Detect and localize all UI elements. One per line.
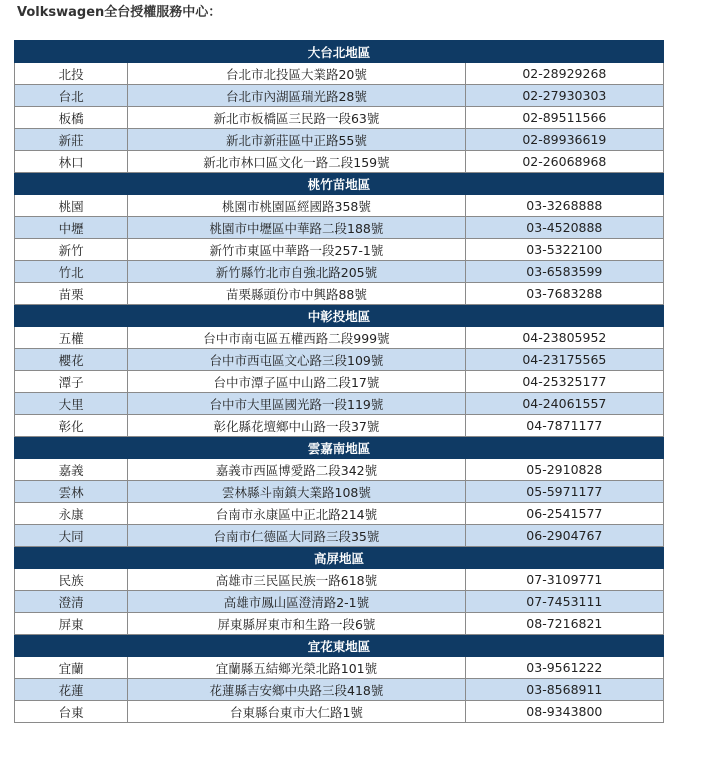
table-row — [15, 503, 664, 525]
phone-cell: 02-27930303 — [465, 85, 663, 107]
city-cell: 桃園 — [15, 195, 128, 217]
phone-cell: 04-24061557 — [465, 393, 663, 415]
address-cell: 苗栗縣頭份市中興路88號 — [128, 283, 466, 305]
city-cell: 澄清 — [15, 591, 128, 613]
phone-cell: 03-5322100 — [465, 239, 663, 261]
address-cell: 桃園市桃園區經國路358號 — [128, 195, 466, 217]
city-cell: 竹北 — [15, 261, 128, 283]
table-row — [15, 85, 664, 107]
city-cell: 大同 — [15, 525, 128, 547]
phone-cell: 04-7871177 — [465, 415, 663, 437]
address-cell: 台中市潭子區中山路二段17號 — [128, 371, 466, 393]
address-cell: 台中市大里區國光路一段119號 — [128, 393, 466, 415]
table-row — [15, 261, 664, 283]
phone-cell: 06-2904767 — [465, 525, 663, 547]
phone-cell: 03-6583599 — [465, 261, 663, 283]
address-cell: 新北市板橋區三民路一段63號 — [128, 107, 466, 129]
phone-cell: 03-7683288 — [465, 283, 663, 305]
city-cell: 櫻花 — [15, 349, 128, 371]
table-row — [15, 415, 664, 437]
city-cell: 新竹 — [15, 239, 128, 261]
table-row — [15, 327, 664, 349]
address-cell: 高雄市三民區民族一路618號 — [128, 569, 466, 591]
region-header: 大台北地區 — [15, 41, 664, 63]
address-cell: 台北市內湖區瑞光路28號 — [128, 85, 466, 107]
table-row — [15, 63, 664, 85]
city-cell: 北投 — [15, 63, 128, 85]
address-cell: 宜蘭縣五結鄉光榮北路101號 — [128, 657, 466, 679]
table-row — [15, 657, 664, 679]
table-row — [15, 679, 664, 701]
city-cell: 大里 — [15, 393, 128, 415]
city-cell: 宜蘭 — [15, 657, 128, 679]
phone-cell: 04-25325177 — [465, 371, 663, 393]
address-cell: 彰化縣花壇鄉中山路一段37號 — [128, 415, 466, 437]
table-row — [15, 701, 664, 723]
phone-cell: 02-89936619 — [465, 129, 663, 151]
phone-cell: 08-7216821 — [465, 613, 663, 635]
table-row — [15, 371, 664, 393]
phone-cell: 03-8568911 — [465, 679, 663, 701]
address-cell: 花蓮縣吉安鄉中央路三段418號 — [128, 679, 466, 701]
city-cell: 嘉義 — [15, 459, 128, 481]
address-cell: 嘉義市西區博愛路二段342號 — [128, 459, 466, 481]
city-cell: 林口 — [15, 151, 128, 173]
table-row — [15, 591, 664, 613]
phone-cell: 04-23175565 — [465, 349, 663, 371]
address-cell: 高雄市鳳山區澄清路2-1號 — [128, 591, 466, 613]
city-cell: 板橋 — [15, 107, 128, 129]
address-cell: 新北市林口區文化一路二段159號 — [128, 151, 466, 173]
region-header: 中彰投地區 — [15, 305, 664, 327]
phone-cell: 05-2910828 — [465, 459, 663, 481]
city-cell: 花蓮 — [15, 679, 128, 701]
table-row — [15, 217, 664, 239]
region-header-row — [15, 173, 664, 195]
table-row — [15, 613, 664, 635]
phone-cell: 03-9561222 — [465, 657, 663, 679]
phone-cell: 07-3109771 — [465, 569, 663, 591]
city-cell: 屏東 — [15, 613, 128, 635]
address-cell: 桃園市中壢區中華路二段188號 — [128, 217, 466, 239]
city-cell: 潭子 — [15, 371, 128, 393]
address-cell: 台南市仁德區大同路三段35號 — [128, 525, 466, 547]
service-center-table — [14, 40, 664, 723]
table-row — [15, 525, 664, 547]
region-header: 高屏地區 — [15, 547, 664, 569]
phone-cell: 02-89511566 — [465, 107, 663, 129]
phone-cell: 04-23805952 — [465, 327, 663, 349]
region-header-row — [15, 41, 664, 63]
region-header-row — [15, 547, 664, 569]
table-row — [15, 481, 664, 503]
table-row — [15, 459, 664, 481]
table-row — [15, 393, 664, 415]
city-cell: 新莊 — [15, 129, 128, 151]
city-cell: 民族 — [15, 569, 128, 591]
region-header: 雲嘉南地區 — [15, 437, 664, 459]
address-cell: 新竹縣竹北市自強北路205號 — [128, 261, 466, 283]
table-row — [15, 349, 664, 371]
address-cell: 新竹市東區中華路一段257-1號 — [128, 239, 466, 261]
address-cell: 屏東縣屏東市和生路一段6號 — [128, 613, 466, 635]
phone-cell: 06-2541577 — [465, 503, 663, 525]
phone-cell: 03-4520888 — [465, 217, 663, 239]
city-cell: 中壢 — [15, 217, 128, 239]
region-header: 桃竹苗地區 — [15, 173, 664, 195]
address-cell: 台東縣台東市大仁路1號 — [128, 701, 466, 723]
city-cell: 台東 — [15, 701, 128, 723]
phone-cell: 03-3268888 — [465, 195, 663, 217]
address-cell: 台中市西屯區文心路三段109號 — [128, 349, 466, 371]
region-header-row — [15, 635, 664, 657]
phone-cell: 05-5971177 — [465, 481, 663, 503]
phone-cell: 08-9343800 — [465, 701, 663, 723]
page-title: Volkswagen全台授權服務中心： — [17, 5, 222, 20]
city-cell: 彰化 — [15, 415, 128, 437]
table-row — [15, 239, 664, 261]
table-row — [15, 151, 664, 173]
address-cell: 雲林縣斗南鎮大業路108號 — [128, 481, 466, 503]
table-row — [15, 569, 664, 591]
address-cell: 台北市北投區大業路20號 — [128, 63, 466, 85]
city-cell: 苗栗 — [15, 283, 128, 305]
address-cell: 台中市南屯區五權西路二段999號 — [128, 327, 466, 349]
city-cell: 五權 — [15, 327, 128, 349]
table-row — [15, 195, 664, 217]
table-body — [15, 41, 664, 723]
address-cell: 新北市新莊區中正路55號 — [128, 129, 466, 151]
region-header-row — [15, 305, 664, 327]
table-row — [15, 283, 664, 305]
phone-cell: 02-26068968 — [465, 151, 663, 173]
table-row — [15, 107, 664, 129]
address-cell: 台南市永康區中正北路214號 — [128, 503, 466, 525]
city-cell: 永康 — [15, 503, 128, 525]
city-cell: 雲林 — [15, 481, 128, 503]
region-header: 宜花東地區 — [15, 635, 664, 657]
city-cell: 台北 — [15, 85, 128, 107]
phone-cell: 02-28929268 — [465, 63, 663, 85]
table-row — [15, 129, 664, 151]
phone-cell: 07-7453111 — [465, 591, 663, 613]
region-header-row — [15, 437, 664, 459]
